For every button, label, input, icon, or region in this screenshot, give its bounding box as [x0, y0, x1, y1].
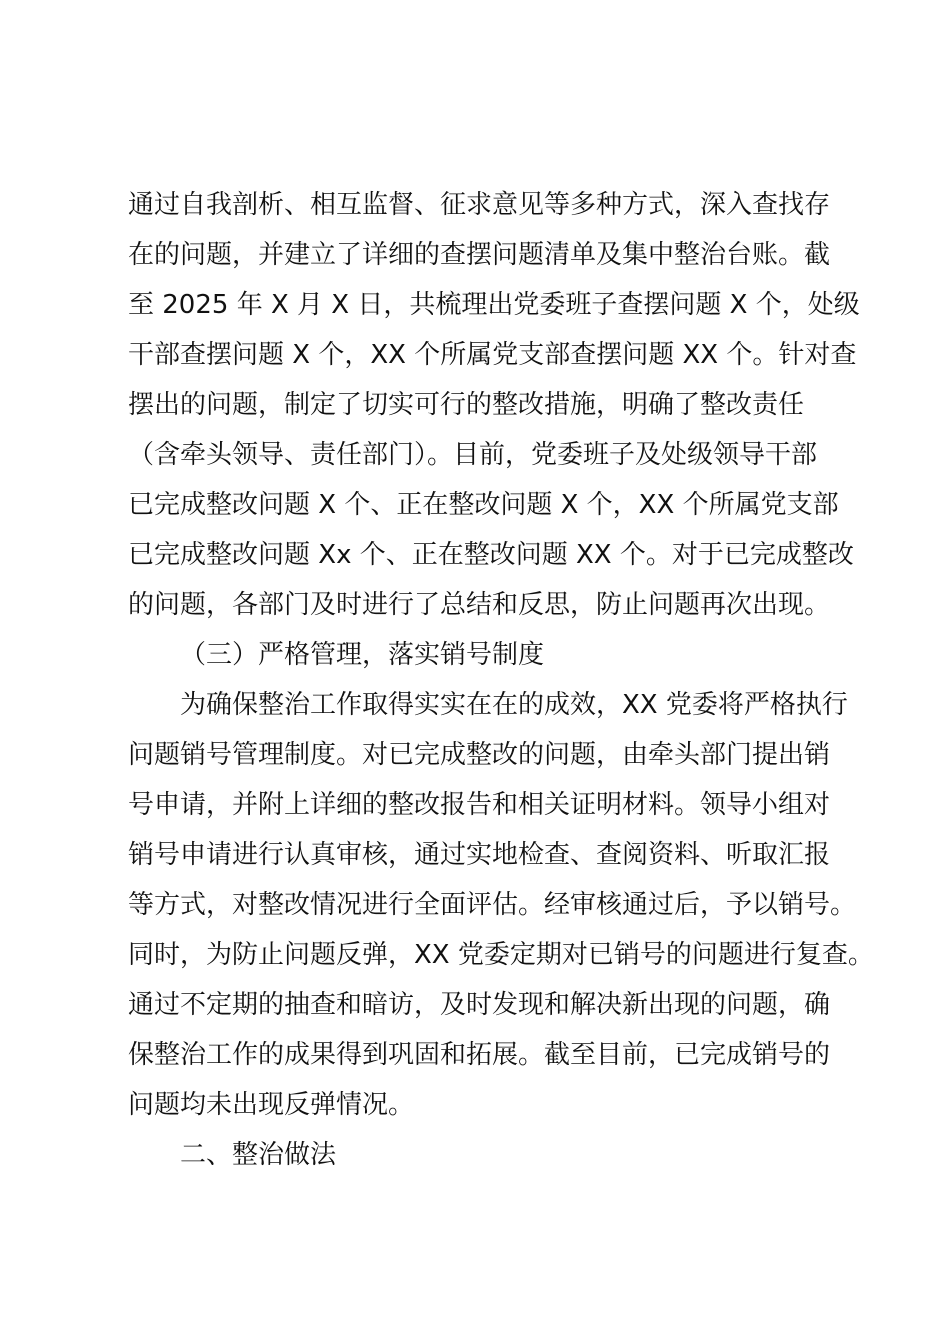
paragraph-line: 通过不定期的抽查和暗访，及时发现和解决新出现的问题，确	[128, 990, 831, 1020]
document-body	[128, 180, 874, 1180]
paragraph-line: 同时，为防止问题反弹，XX 党委定期对已销号的问题进行复查。	[128, 940, 874, 970]
paragraph-line: 销号申请进行认真审核，通过实地检查、查阅资料、听取汇报	[128, 840, 831, 870]
paragraph-line: 号申请，并附上详细的整改报告和相关证明材料。领导小组对	[128, 790, 831, 820]
paragraph-line: 的问题，各部门及时进行了总结和反思，防止问题再次出现。	[128, 590, 831, 620]
paragraph-line: 问题销号管理制度。对已完成整改的问题，由牵头部门提出销	[128, 740, 831, 770]
paragraph-line: 摆出的问题，制定了切实可行的整改措施，明确了整改责任	[128, 390, 805, 420]
paragraph-line: 在的问题，并建立了详细的查摆问题清单及集中整治台账。截	[128, 240, 831, 270]
paragraph-line: 为确保整治工作取得实实在在的成效，XX 党委将严格执行	[180, 690, 848, 720]
paragraph-line: （含牵头领导、责任部门）。目前，党委班子及处级领导干部	[128, 440, 818, 470]
paragraph-line: 干部查摆问题 X 个，XX 个所属党支部查摆问题 XX 个。针对查	[128, 340, 857, 370]
paragraph-line: 已完成整改问题 Xx 个、正在整改问题 XX 个。对于已完成整改	[128, 540, 854, 570]
paragraph-line: 至 2025 年 X 月 X 日，共梳理出党委班子查摆问题 X 个，处级	[128, 290, 860, 320]
paragraph-line: 问题均未出现反弹情况。	[128, 1090, 415, 1120]
paragraph-line: 等方式，对整改情况进行全面评估。经审核通过后，予以销号。	[128, 890, 857, 920]
chapter-heading: 二、整治做法	[180, 1140, 337, 1170]
section-heading: （三）严格管理，落实销号制度	[180, 640, 545, 670]
paragraph-line: 已完成整改问题 X 个、正在整改问题 X 个，XX 个所属党支部	[128, 490, 839, 520]
paragraph-line: 通过自我剖析、相互监督、征求意见等多种方式，深入查找存	[128, 190, 831, 220]
paragraph-line: 保整治工作的成果得到巩固和拓展。截至目前，已完成销号的	[128, 1040, 831, 1070]
